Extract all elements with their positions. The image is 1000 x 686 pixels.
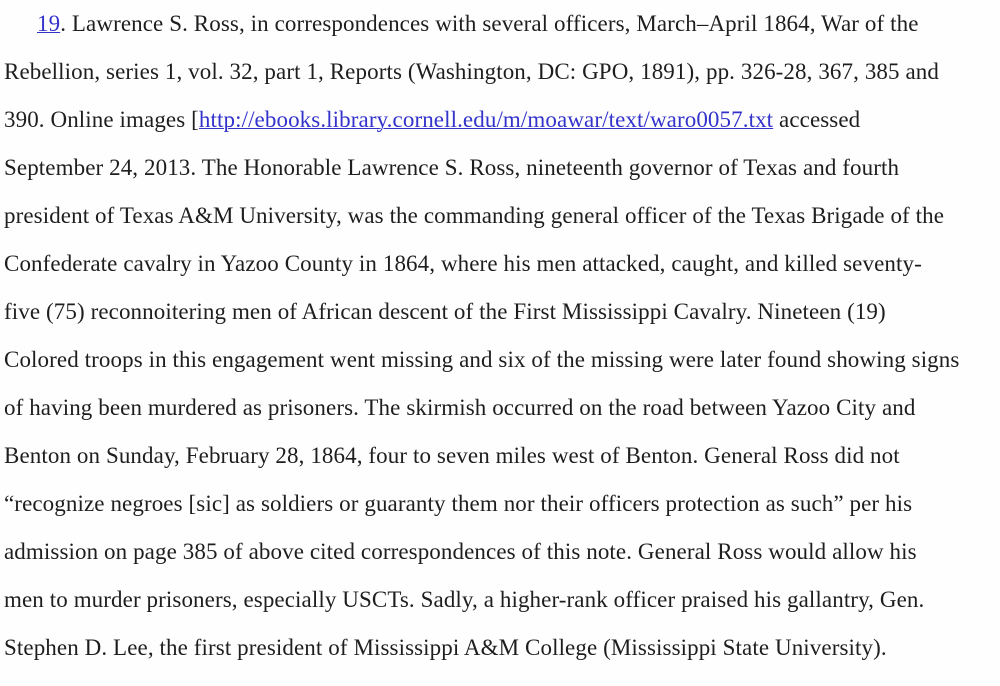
- footnote-line-09: [4, 384, 996, 432]
- footnote-line-09-text: of having been murdered as prisoners. The skirmish occurred on the road between Yazoo City and: [4, 395, 916, 420]
- footnote-line-06-text: Confederate cavalry in Yazoo County in 1864, where his men attacked, caught, and killed seventy-: [4, 251, 922, 276]
- footnote-line-08-text: Colored troops in this engagement went missing and six of the missing were later found showing signs: [4, 347, 960, 372]
- footnote-line-14: [4, 624, 996, 672]
- footnote-line-04: [4, 144, 996, 192]
- footnote-line-08: [4, 336, 996, 384]
- footnote-line-01-text: . Lawrence S. Ross, in correspondences with several officers, March–April 1864, War of the: [60, 11, 919, 36]
- footnote-line-06: [4, 240, 996, 288]
- footnote-line-01: [4, 0, 996, 48]
- footnote-line-12-text: admission on page 385 of above cited correspondences of this note. General Ross would allow his: [4, 539, 917, 564]
- footnote-line-11-text: “recognize negroes [sic] as soldiers or guaranty them nor their officers protection as such” per his: [4, 491, 913, 516]
- footnote-line-02: [4, 48, 996, 96]
- footnote-line-03-text-post: accessed: [773, 107, 861, 132]
- footnote-line-02-text: Rebellion, series 1, vol. 32, part 1, Reports (Washington, DC: GPO, 1891), pp. 326-28, 367, 385 and: [4, 59, 939, 84]
- footnote-line-13-text: men to murder prisoners, especially USCTs. Sadly, a higher-rank officer praised his gallantry, Gen.: [4, 587, 925, 612]
- footnote-line-10: [4, 432, 996, 480]
- footnote-line-07-text: five (75) reconnoitering men of African descent of the First Mississippi Cavalry. Nineteen (19): [4, 299, 886, 324]
- footnote-line-05: [4, 192, 996, 240]
- footnote-number-link[interactable]: 19: [37, 11, 61, 36]
- footnote-line-11: [4, 480, 996, 528]
- footnote-line-12: [4, 528, 996, 576]
- footnote-line-14-text: Stephen D. Lee, the first president of Mississippi A&M College (Mississippi State University).: [4, 635, 887, 660]
- footnote-line-10-text: Benton on Sunday, February 28, 1864, four to seven miles west of Benton. General Ross did not: [4, 443, 900, 468]
- footnote-line-04-text: September 24, 2013. The Honorable Lawrence S. Ross, nineteenth governor of Texas and fourth: [4, 155, 900, 180]
- footnote-line-07: [4, 288, 996, 336]
- footnote-line-05-text: president of Texas A&M University, was the commanding general officer of the Texas Brigade of the: [4, 203, 945, 228]
- cornell-url-link[interactable]: http://ebooks.library.cornell.edu/m/moawar/text/waro0057.txt: [198, 107, 774, 132]
- footnote-line-03: [4, 96, 996, 144]
- footnote-line-13: [4, 576, 996, 624]
- footnote-line-03-text-pre: 390. Online images [: [4, 107, 199, 132]
